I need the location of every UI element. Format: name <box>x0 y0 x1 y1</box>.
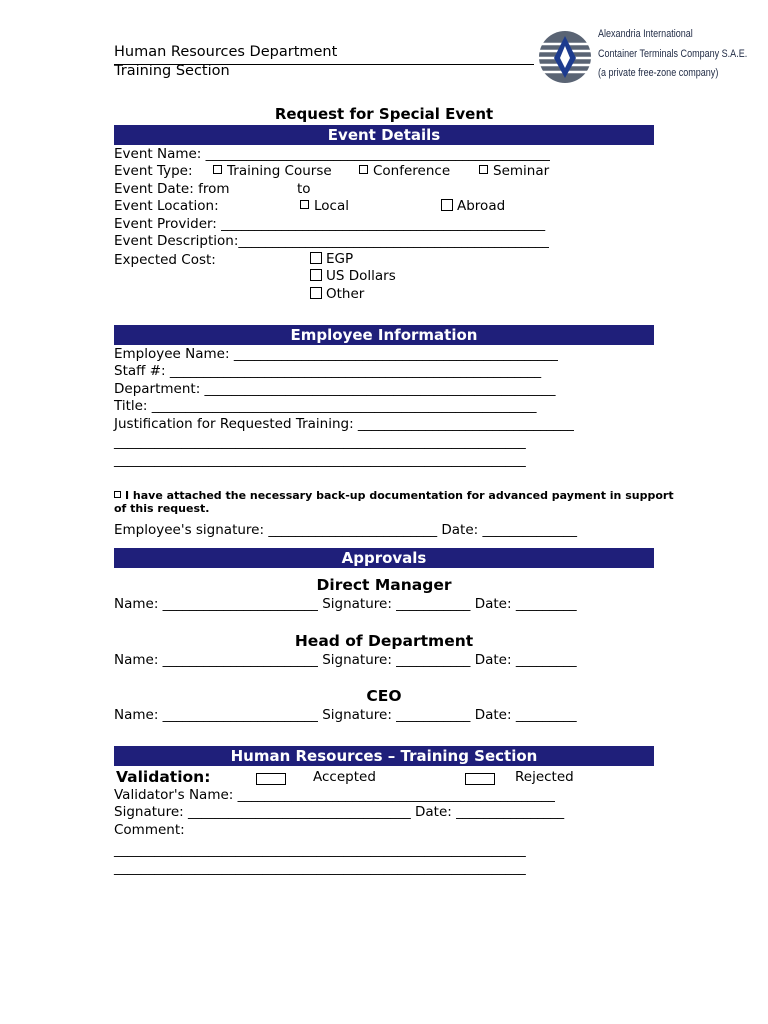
checkbox-icon[interactable] <box>213 165 222 174</box>
comment-line[interactable]: _____________________________________________________________ <box>114 842 526 858</box>
employee-information-bar: Employee Information <box>114 325 654 345</box>
event-location-label: Event Location: <box>114 198 219 214</box>
rejected-checkbox[interactable] <box>465 773 495 785</box>
attachment-confirmation[interactable]: I have attached the necessary back-up documentation for advanced payment in support <box>114 489 674 502</box>
event-location-local[interactable]: Local <box>300 198 349 214</box>
justification-line[interactable]: _____________________________________________________________ <box>114 434 526 450</box>
event-date-to: to <box>297 181 311 197</box>
accepted-label: Accepted <box>313 769 376 785</box>
title-field[interactable]: Title: _________________________________________________________ <box>114 398 537 414</box>
approvals-bar: Approvals <box>114 548 654 568</box>
company-name-line2: Container Terminals Company S.A.E. <box>598 48 748 60</box>
rejected-label: Rejected <box>515 769 574 785</box>
event-location-abroad[interactable]: Abroad <box>441 198 505 214</box>
validation-label: Validation: <box>116 768 211 786</box>
checkbox-icon[interactable] <box>310 287 322 299</box>
event-name-field[interactable]: Event Name: ___________________________________________________ <box>114 146 550 162</box>
cost-egp[interactable]: EGP <box>310 251 353 267</box>
department-field[interactable]: Department: ____________________________________________________ <box>114 381 556 397</box>
event-type-training-course[interactable]: Training Course <box>213 163 332 179</box>
head-of-department-fields[interactable]: Name: _______________________ Signature: ___________ Date: _________ <box>114 652 577 668</box>
checkbox-icon[interactable] <box>479 165 488 174</box>
event-type-label: Event Type: <box>114 163 193 179</box>
accepted-checkbox[interactable] <box>256 773 286 785</box>
employee-name-field[interactable]: Employee Name: ________________________________________________ <box>114 346 558 362</box>
logo-icon <box>536 28 594 86</box>
event-provider-field[interactable]: Event Provider: ________________________________________________ <box>114 216 546 232</box>
event-description-field[interactable]: Event Description:______________________________________________ <box>114 233 549 249</box>
company-name-line3: (a private free-zone company) <box>598 67 719 79</box>
section-name: Training Section <box>114 63 230 79</box>
ceo-fields[interactable]: Name: _______________________ Signature: ___________ Date: _________ <box>114 707 577 723</box>
event-date-from: Event Date: from <box>114 181 230 197</box>
validator-signature-field[interactable]: Signature: _________________________________ Date: ________________ <box>114 804 565 820</box>
comment-line[interactable]: _____________________________________________________________ <box>114 860 526 876</box>
checkbox-icon[interactable] <box>300 200 309 209</box>
checkbox-icon[interactable] <box>310 252 322 264</box>
justification-line[interactable]: _____________________________________________________________ <box>114 452 526 468</box>
comment-label: Comment: <box>114 822 185 838</box>
validator-name-field[interactable]: Validator's Name: _______________________________________________ <box>114 787 555 803</box>
expected-cost-label: Expected Cost: <box>114 252 216 268</box>
attachment-confirmation-cont: of this request. <box>114 502 210 515</box>
direct-manager-fields[interactable]: Name: _______________________ Signature: ___________ Date: _________ <box>114 596 577 612</box>
staff-number-field[interactable]: Staff #: _______________________________________________________ <box>114 363 542 379</box>
company-name-line1: Alexandria International <box>598 28 693 40</box>
event-type-seminar[interactable]: Seminar <box>479 163 549 179</box>
checkbox-icon[interactable] <box>441 199 453 211</box>
cost-other[interactable]: Other <box>310 286 364 302</box>
form-title: Request for Special Event <box>274 105 494 123</box>
cost-us-dollars[interactable]: US Dollars <box>310 268 396 284</box>
company-logo <box>536 26 746 88</box>
department-name: Human Resources Department <box>114 44 338 60</box>
head-of-department-heading: Head of Department <box>294 632 474 650</box>
justification-field[interactable]: Justification for Requested Training: ________________________________ <box>114 416 574 432</box>
hr-training-bar: Human Resources – Training Section <box>114 746 654 766</box>
checkbox-icon[interactable] <box>310 269 322 281</box>
event-type-conference[interactable]: Conference <box>359 163 450 179</box>
event-details-bar: Event Details <box>114 125 654 145</box>
direct-manager-heading: Direct Manager <box>316 576 452 594</box>
checkbox-icon[interactable] <box>359 165 368 174</box>
ceo-heading: CEO <box>366 687 402 705</box>
employee-signature-field[interactable]: Employee's signature: _________________________ Date: ______________ <box>114 522 577 538</box>
checkbox-icon[interactable] <box>114 491 121 498</box>
